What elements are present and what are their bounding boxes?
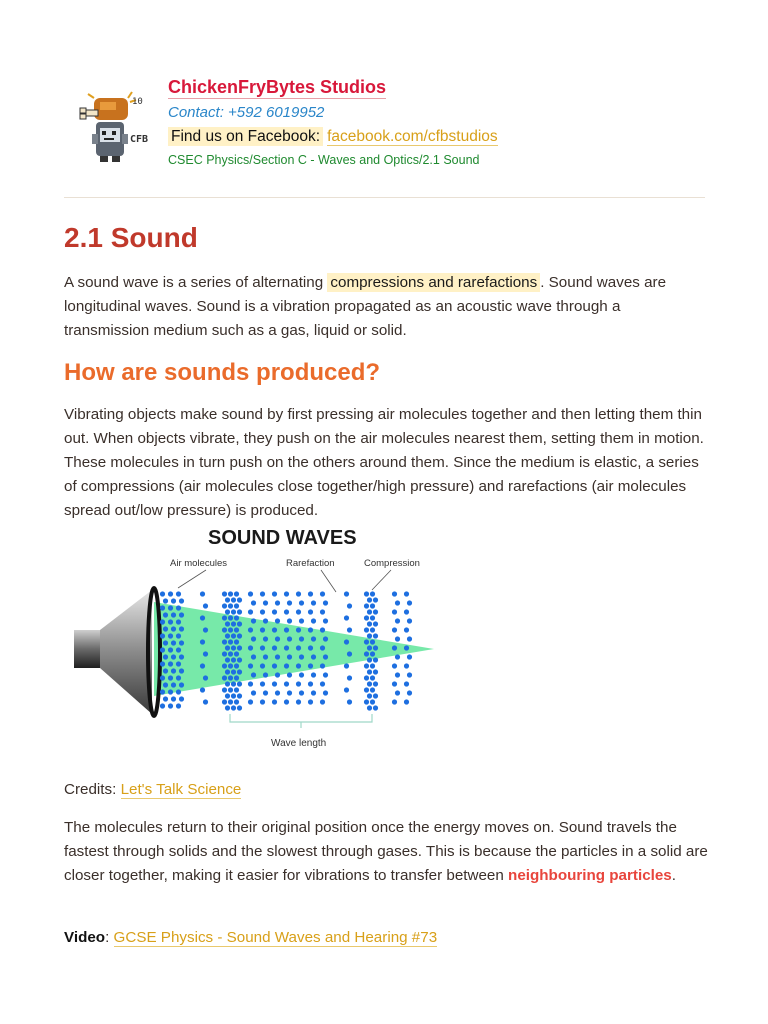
video-label: Video: [64, 929, 106, 946]
logo-text: CFB: [130, 134, 149, 145]
neighbouring-particles: neighbouring particles: [508, 867, 672, 884]
speaker-body: [74, 630, 100, 668]
intro-paragraph: [64, 271, 708, 343]
production-paragraph: Vibrating objects make sound by first pressing air molecules together and then letting them thin out. When objects vibrate, they push on the air molecules nearest them, setting them in motion. These molecules in turn push on the others around them. Since the medium is elastic, a series of compressions (air molecules close together/high pressure) and rarefactions (air molecules spread out/low pressure) is produced.: [64, 406, 704, 519]
molecules-text-end: .: [671, 867, 676, 884]
facebook-label: Find us on Facebook:: [168, 127, 323, 146]
label-wave-length: Wave length: [271, 738, 327, 749]
page-title: 2.1 Sound: [64, 222, 198, 253]
molecules-text: The molecules return to their original position once the energy moves on. Sound travels the fastest through solids and the slowest through gases. This is because the particles in a solid are closer together, making it easier for vibrations to transfer between: [64, 819, 708, 884]
molecules-paragraph: [64, 816, 708, 888]
breadcrumb[interactable]: CSEC Physics/Section C - Waves and Optics/2.1 Sound: [168, 153, 480, 167]
figure-title: SOUND WAVES: [208, 527, 357, 549]
studio-name-link[interactable]: ChickenFryBytes Studios: [168, 77, 387, 97]
video-separator: :: [105, 929, 110, 946]
sound-waves-diagram: [66, 524, 436, 768]
credits-line: [64, 779, 241, 801]
credits-link[interactable]: Let's Talk Science: [120, 781, 242, 798]
facebook-row: [168, 126, 498, 148]
label-compression: Compression: [364, 558, 420, 569]
site-header: [168, 76, 498, 169]
label-air-molecules: Air molecules: [170, 558, 228, 569]
credits-label: Credits:: [64, 781, 117, 798]
intro-highlight: compressions and rarefactions: [327, 273, 540, 292]
section-heading: How are sounds produced?: [64, 359, 381, 386]
intro-text-end: . Sound waves are longitudinal waves. Sound is a vibration propagated as an acoustic wave through a transmission medium such as a gas, liquid or solid.: [64, 274, 667, 339]
facebook-link[interactable]: facebook.com/cfbstudios: [327, 128, 498, 145]
speaker-cone: [100, 590, 152, 714]
contact-info: Contact: +592 6019952: [168, 104, 325, 121]
wave-cone: [154, 602, 434, 696]
label-rarefaction: Rarefaction: [286, 558, 335, 569]
intro-text: A sound wave is a series of alternating: [64, 274, 328, 291]
video-link[interactable]: GCSE Physics - Sound Waves and Hearing #73: [113, 929, 438, 946]
chickenfrybytes-logo: [74, 84, 158, 168]
video-line: [64, 927, 437, 949]
svg-text:10: 10: [132, 97, 143, 107]
header-divider: [64, 197, 705, 198]
